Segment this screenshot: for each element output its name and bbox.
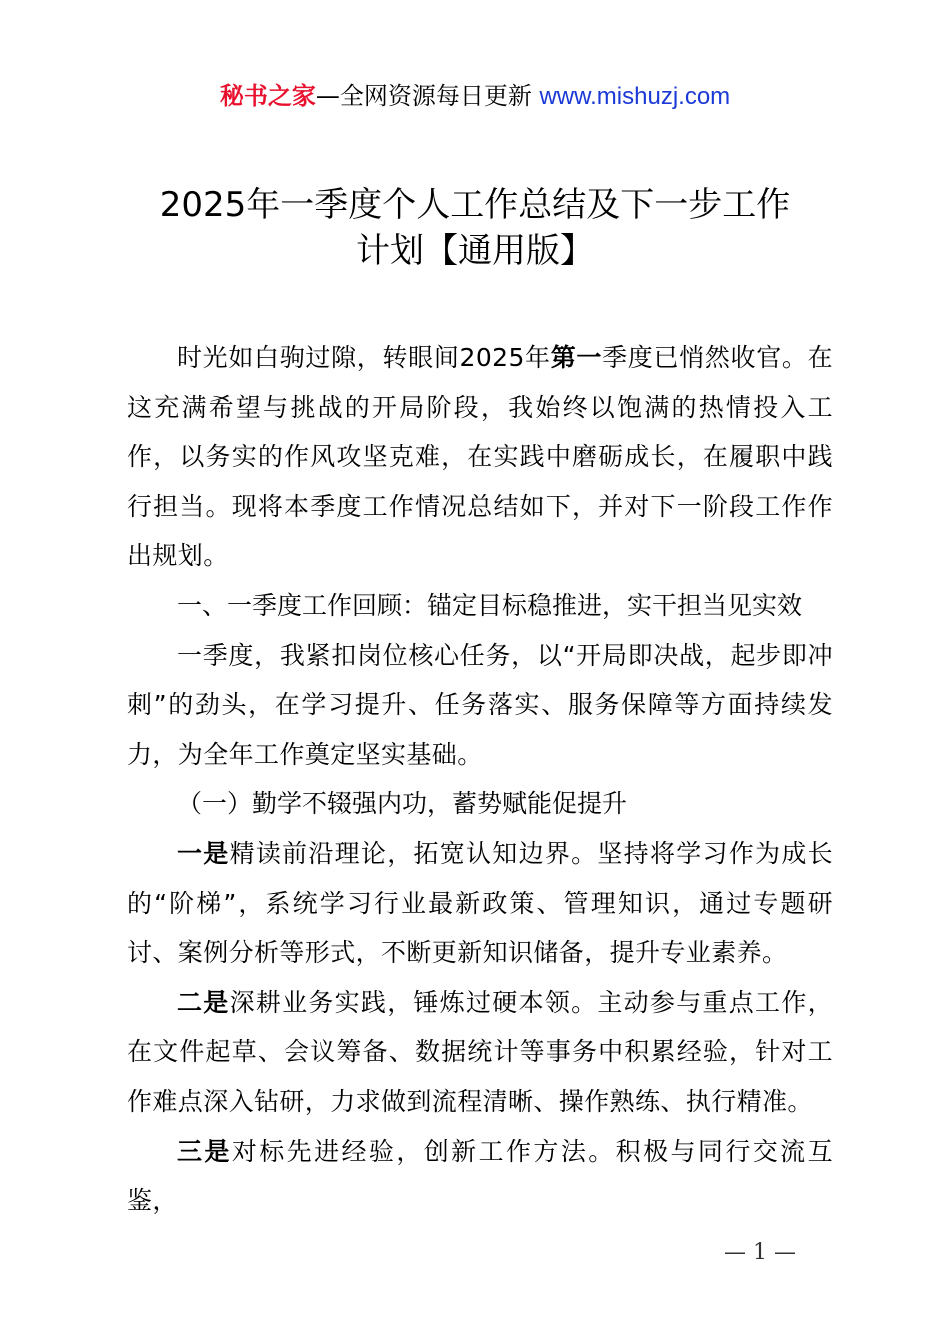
site-url-link[interactable]: www.mishuzj.com bbox=[539, 83, 731, 110]
intro-text-start: 时光如白驹过隙，转眼间2025年 bbox=[177, 343, 551, 372]
document-title-line-1: 2025年一季度个人工作总结及下一步工作 bbox=[159, 185, 791, 225]
list-item bbox=[127, 1127, 833, 1226]
intro-text-end: 季度已悄然收官。在这充满希望与挑战的开局阶段，我始终以饱满的热情投入工作，以务实的作风攻坚克难，在实践中磨砺成长，在履职中践行担当。现将本季度工作情况总结如下，并对下一阶段工作作出规划。 bbox=[127, 343, 833, 571]
item-3-lead: 三是 bbox=[177, 1136, 232, 1166]
document-body bbox=[127, 333, 833, 1226]
site-tagline: —全网资源每日更新 bbox=[315, 82, 532, 110]
document-title-line-2: 计划【通用版】 bbox=[356, 231, 594, 271]
item-1-lead: 一是 bbox=[177, 838, 230, 868]
site-brand: 秘书之家 bbox=[219, 82, 316, 110]
document-title bbox=[120, 182, 830, 274]
overview-paragraph: 一季度，我紧扣岗位核心任务，以“开局即决战，起步即冲刺”的劲头，在学习提升、任务落实、服务保障等方面持续发力，为全年工作奠定坚实基础。 bbox=[127, 640, 833, 769]
intro-bold-text: 第一 bbox=[550, 343, 603, 372]
site-header bbox=[0, 78, 950, 115]
item-1-text: 精读前沿理论，拓宽认知边界。坚持将学习作为成长的“阶梯”，系统学习行业最新政策、管理知识，通过专题研讨、案例分析等形式，不断更新知识储备，提升专业素养。 bbox=[127, 838, 834, 968]
intro-paragraph bbox=[127, 333, 833, 581]
section-heading-1: 一、一季度工作回顾：锚定目标稳推进，实干担当见实效 bbox=[177, 590, 803, 620]
list-item bbox=[127, 829, 833, 978]
page-number: — 1 — bbox=[724, 1240, 796, 1265]
item-3-text: 对标先进经验，创新工作方法。积极与同行交流互鉴， bbox=[127, 1136, 833, 1216]
list-item bbox=[127, 978, 833, 1127]
subsection-heading-1: （一）勤学不辍强内功，蓄势赋能促提升 bbox=[177, 789, 628, 819]
item-2-lead: 二是 bbox=[177, 987, 230, 1017]
item-2-text: 深耕业务实践，锤炼过硬本领。主动参与重点工作，在文件起草、会议筹备、数据统计等事务中积累经验，针对工作难点深入钻研，力求做到流程清晰、操作熟练、执行精准。 bbox=[127, 987, 834, 1116]
